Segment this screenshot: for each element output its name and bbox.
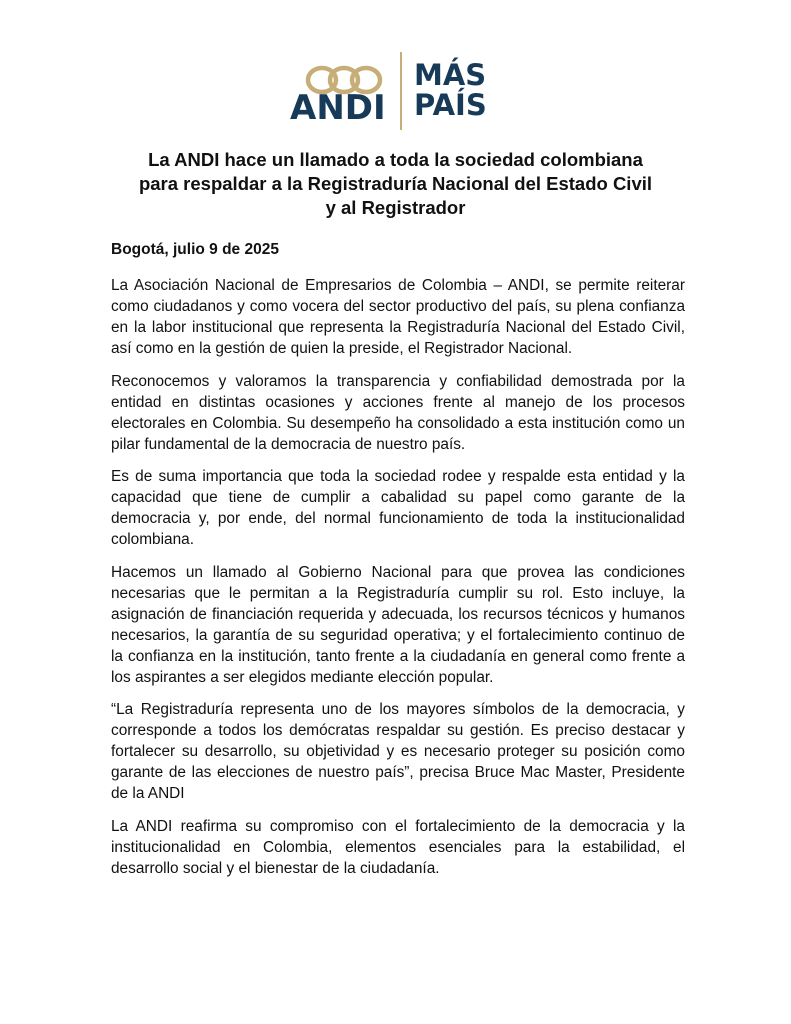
header-logos [0, 52, 791, 130]
page-title [100, 148, 691, 220]
quote-paragraph: “La Registraduría representa uno de los mayores símbolos de la democracia, y corresponde a todos los demócratas respaldar su gestión. Es preciso destacar y fortalecer su desarrollo, su objetividad y es necesario proteger su posición como garante de las elecciones de nuestro país”, precisa Bruce Mac Master, Presidente de la ANDI [111, 701, 685, 802]
mas-pais-logo [414, 60, 524, 120]
dateline: Bogotá, julio 9 de 2025 [111, 241, 279, 258]
press-release-body [111, 240, 685, 890]
mas-wordmark: MÁS [414, 58, 487, 92]
paragraph: Reconocemos y valoramos la transparencia y confiabilidad demostrada por la entidad en distintas ocasiones y acciones frente al manejo de los procesos electorales en Colombia. Su desempeño ha consolidado a esta institución como un pilar fundamental de la democracia de nuestro país. [111, 372, 685, 453]
pais-wordmark: PAÍS [414, 88, 487, 122]
andi-wordmark: ANDI [290, 88, 386, 128]
logo-divider [400, 52, 402, 130]
title-line: y al Registrador [325, 197, 466, 218]
paragraph: Es de suma importancia que toda la sociedad rodee y respalde esta entidad y la capacidad que tiene de cumplir a cabalidad su papel como garante de la democracia y, por ende, del normal funcionamiento de toda la institucionalidad colombiana. [111, 468, 685, 548]
andi-logo [290, 56, 400, 126]
title-line: para respaldar a la Registraduría Nacional del Estado Civil [138, 173, 653, 194]
paragraph: La ANDI reafirma su compromiso con el fortalecimiento de la democracia y la institucionalidad en Colombia, elementos esenciales para la estabilidad, el desarrollo social y el bienestar de la ciudadanía. [111, 817, 685, 877]
title-line: La ANDI hace un llamado a toda la sociedad colombiana [148, 149, 643, 170]
paragraph: La Asociación Nacional de Empresarios de Colombia – ANDI, se permite reiterar como ciudadanos y como vocera del sector productivo del país, su plena confianza en la labor institucional que representa la Registraduría Nacional del Estado Civil, así como en la gestión de quien la preside, el Registrador Nacional. [111, 277, 685, 357]
paragraph: Hacemos un llamado al Gobierno Nacional para que provea las condiciones necesarias que le permitan a la Registraduría cumplir su rol. Esto incluye, la asignación de financiación requerida y adecuada, los recursos técnicos y humanos necesarios, la garantía de su seguridad operativa; y el fortalecimiento continuo de la confianza en la institución, tanto frente a la ciudadanía en general como frente a los aspirantes a ser elegidos mediante elección popular. [111, 563, 685, 686]
